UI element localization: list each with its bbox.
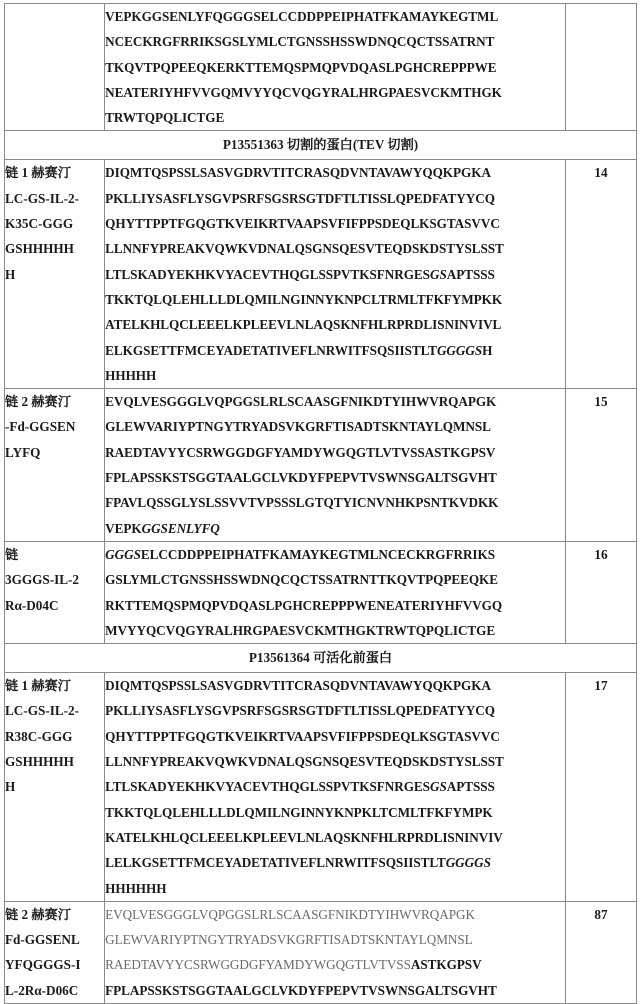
sequence-cell (105, 541, 566, 643)
chain-name-cell: 链 2 赫赛汀 Fd-GGSENL YFQGGGS-I L-2Rα-D06C (5, 901, 105, 1003)
chain-name-cell: 链 2 赫赛汀 -Fd-GGSEN LYFQ (5, 389, 105, 542)
sequence-line (105, 312, 565, 337)
sequence-segment: TKKTQLQLEHLLLDLQMILNGINNYKNPKLTCMLTFKFYMPK (105, 804, 493, 820)
sequence-line (105, 567, 565, 592)
sequence-line (105, 618, 565, 643)
sequence-segment: LLNNFYPREAKVQWKVDNALQSGNSQESVTEQDSKDSTYSLSST (105, 241, 504, 257)
sequence-segment: VEPKGGSENLYFQGGGSELCCDDPPEIPHATFKAMAYKEGTML (105, 9, 499, 24)
table-row (5, 901, 637, 1003)
sequence-cell (105, 389, 566, 542)
seq-id-number: 14 (565, 160, 636, 389)
sequence-line (105, 262, 565, 287)
sequence-line (105, 673, 565, 698)
sequence-segment: RKTTEMQSPMQPVDQASLPGHCREPPPWENEATERIYHFVVGQ (105, 597, 503, 613)
sequence-line (105, 414, 565, 439)
sequence-cell (105, 4, 566, 131)
sequence-segment: MVYYQCVQGYRALHRGPAESVCKMTHGKTRWTQPQLICTGE (105, 622, 496, 638)
sequence-cell (105, 160, 566, 389)
chain-name-cell: 链 1 赫赛汀 LC-GS-IL-2- R38C-GGG GSHHHHH H (5, 673, 105, 902)
chain-name-cell: 链 1 赫赛汀 LC-GS-IL-2- K35C-GGG GSHHHHH H (5, 160, 105, 389)
seq-id-number: 16 (565, 541, 636, 643)
sequence-segment: LTLSKADYEKHKVYACEVTHQGLSSPVTKSFNRGES (105, 779, 430, 795)
linker-segment: GGGGS (436, 342, 483, 358)
section-title: P13561364 可活化前蛋白 (5, 644, 637, 673)
sequence-segment: ASTKGPSV (410, 957, 482, 973)
sequence-segment: LLNNFYPREAKVQWKVDNALQSGNSQESVTEQDSKDSTYSLSST (105, 754, 504, 770)
linker-segment: GGSENLYFQ (141, 520, 220, 536)
section-title: P13551363 切割的蛋白(TEV 切割) (5, 131, 637, 160)
sequence-segment: EVQLVESGGGLVQPGGSLRLSCAASGFNIKDTYIHWVRQAPGK (105, 394, 497, 410)
sequence-segment: KATELKHLQCLEEELKPLEEVLNLAQSKNFHLRPRDLISNINVIV (105, 829, 503, 845)
sequence-line (105, 698, 565, 723)
sequence-line (105, 749, 565, 774)
sequence-segment: DIQMTQSPSSLSASVGDRVTITCRASQDVNTAVAWYQQKPGKA (105, 678, 491, 694)
sequence-table (4, 3, 637, 1004)
seq-id-number: 15 (565, 389, 636, 542)
sequence-line (105, 105, 565, 130)
sequence-segment: GLEWVARIYPTNGYTRYADSVKGRFTISADTSKNTAYLQMNSL (105, 419, 491, 435)
sequence-line (105, 211, 565, 236)
sequence-line (105, 952, 565, 977)
sequence-segment: ELCCDDPPEIPHATFKAMAYKEGTMLNCECKRGFRRIKS (140, 546, 496, 562)
table-row (5, 541, 637, 643)
sequence-segment: FPAVLQSSGLYSLSSVVTVPSSSLGTQTYICNVNHKPSNTKVDKK (105, 495, 499, 511)
sequence-line (105, 186, 565, 211)
sequence-segment: ELKGSETTFMCEYADETATIVEFLNRWITFSQSIISTLT (105, 342, 437, 358)
table-row (5, 673, 637, 902)
sequence-line (105, 4, 565, 29)
sequence-line (105, 850, 565, 875)
sequence-line (105, 902, 565, 927)
sequence-line (105, 876, 565, 901)
sequence-segment: EVQLVESGGGLVQPGGSLRLSCAASGFNIKDTYIHWVRQAPGK (105, 906, 475, 922)
chain-name-cell: 链 3GGGS-IL-2 Rα-D04C (5, 541, 105, 643)
sequence-segment: LELKGSETTFMCEYADETATIVEFLNRWITFSQSIISTLT (105, 855, 446, 871)
sequence-segment: LTLSKADYEKHKVYACEVTHQGLSSPVTKSFNRGES (105, 266, 430, 282)
sequence-segment: GSLYMLCTGNSSHSSWDNQCQCTSSATRNTTKQVTPQPEEQKE (105, 572, 498, 588)
sequence-segment: DIQMTQSPSSLSASVGDRVTITCRASQDVNTAVAWYQQKPGKA (105, 165, 491, 181)
section-header-row (5, 131, 637, 160)
sequence-line (105, 55, 565, 80)
sequence-line (105, 927, 565, 952)
table-row (5, 4, 637, 131)
sequence-segment: HHHHHH (105, 880, 167, 896)
sequence-line (105, 389, 565, 414)
sequence-line (105, 440, 565, 465)
sequence-segment: PKLLIYSASFLYSGVPSRFSGSRSGTDFTLTISSLQPEDFATYYCQ (105, 190, 495, 206)
sequence-line (105, 287, 565, 312)
sequence-cell (105, 673, 566, 902)
chain-name-cell (5, 4, 105, 131)
sequence-line (105, 80, 565, 105)
seq-id-number: 87 (565, 901, 636, 1003)
sequence-line (105, 800, 565, 825)
table-row (5, 389, 637, 542)
section-header-row (5, 644, 637, 673)
sequence-line (105, 724, 565, 749)
sequence-line (105, 516, 565, 541)
sequence-line (105, 465, 565, 490)
sequence-segment: FPLAPSSKSTSGGTAALGCLVKDYFPEPVTVSWNSGALTSGVHT (105, 982, 497, 998)
sequence-segment: APTSSS (446, 779, 495, 795)
sequence-segment: VEPK (105, 520, 142, 536)
sequence-segment: TRWTQPQLICTGE (105, 110, 225, 126)
linker-segment: GGGS (105, 546, 141, 562)
sequence-segment: PKLLIYSASFLYSGVPSRFSGSRSGTDFTLTISSLQPEDFATYYCQ (105, 703, 495, 719)
seq-id-number: 17 (565, 673, 636, 902)
table-row (5, 160, 637, 389)
sequence-line (105, 338, 565, 363)
sequence-segment: RAEDTAVYYCSRWGGDGFYAMDYWGQGTLVTVSSASTKGPSV (105, 444, 496, 460)
sequence-table-body (5, 4, 637, 1004)
seq-id-number (565, 4, 636, 131)
sequence-line (105, 490, 565, 515)
sequence-segment: TKKTQLQLEHLLLDLQMILNGINNYKNPCLTRMLTFKFYMPKK (105, 291, 503, 307)
sequence-line (105, 593, 565, 618)
sequence-line (105, 363, 565, 388)
linker-segment: GS (429, 266, 447, 282)
sequence-segment: RAEDTAVYYCSRWGGDGFYAMDYWGQGTLVTVSS (105, 957, 411, 973)
sequence-segment: HHHHH (105, 367, 157, 383)
sequence-segment: FPLAPSSKSTSGGTAALGCLVKDYFPEPVTVSWNSGALTSGVHT (105, 470, 497, 486)
sequence-line (105, 542, 565, 567)
sequence-line (105, 236, 565, 261)
sequence-segment: ATELKHLQCLEEELKPLEEVLNLAQSKNFHLRPRDLISNINVIVL (105, 317, 502, 333)
sequence-segment: QHYTTPPTFGQGTKVEIKRTVAAPSVFIFPPSDEQLKSGTASVVC (105, 728, 500, 744)
sequence-segment: NEATERIYHFVVGQMVYYQCVQGYRALHRGPAESVCKMTHGK (105, 84, 502, 100)
sequence-line (105, 825, 565, 850)
sequence-line (105, 29, 565, 54)
sequence-segment: H (482, 342, 493, 358)
sequence-segment: TKQVTPQPEEQKERKTTEMQSPMQPVDQASLPGHCREPPPWE (105, 59, 497, 75)
linker-segment: GGGGS (445, 855, 491, 871)
sequence-line (105, 978, 565, 1003)
sequence-segment: NCECKRGFRRIKSGSLYMLCTGNSSHSSWDNQCQCTSSATRNT (105, 34, 495, 50)
linker-segment: GS (429, 779, 447, 795)
sequence-line (105, 774, 565, 799)
sequence-cell (105, 901, 566, 1003)
sequence-line (105, 160, 565, 185)
sequence-segment: QHYTTPPTFGQGTKVEIKRTVAAPSVFIFPPSDEQLKSGTASVVC (105, 216, 500, 232)
sequence-segment: APTSSS (446, 266, 495, 282)
sequence-segment: GLEWVARIYPTNGYTRYADSVKGRFTISADTSKNTAYLQMNSL (105, 932, 473, 948)
